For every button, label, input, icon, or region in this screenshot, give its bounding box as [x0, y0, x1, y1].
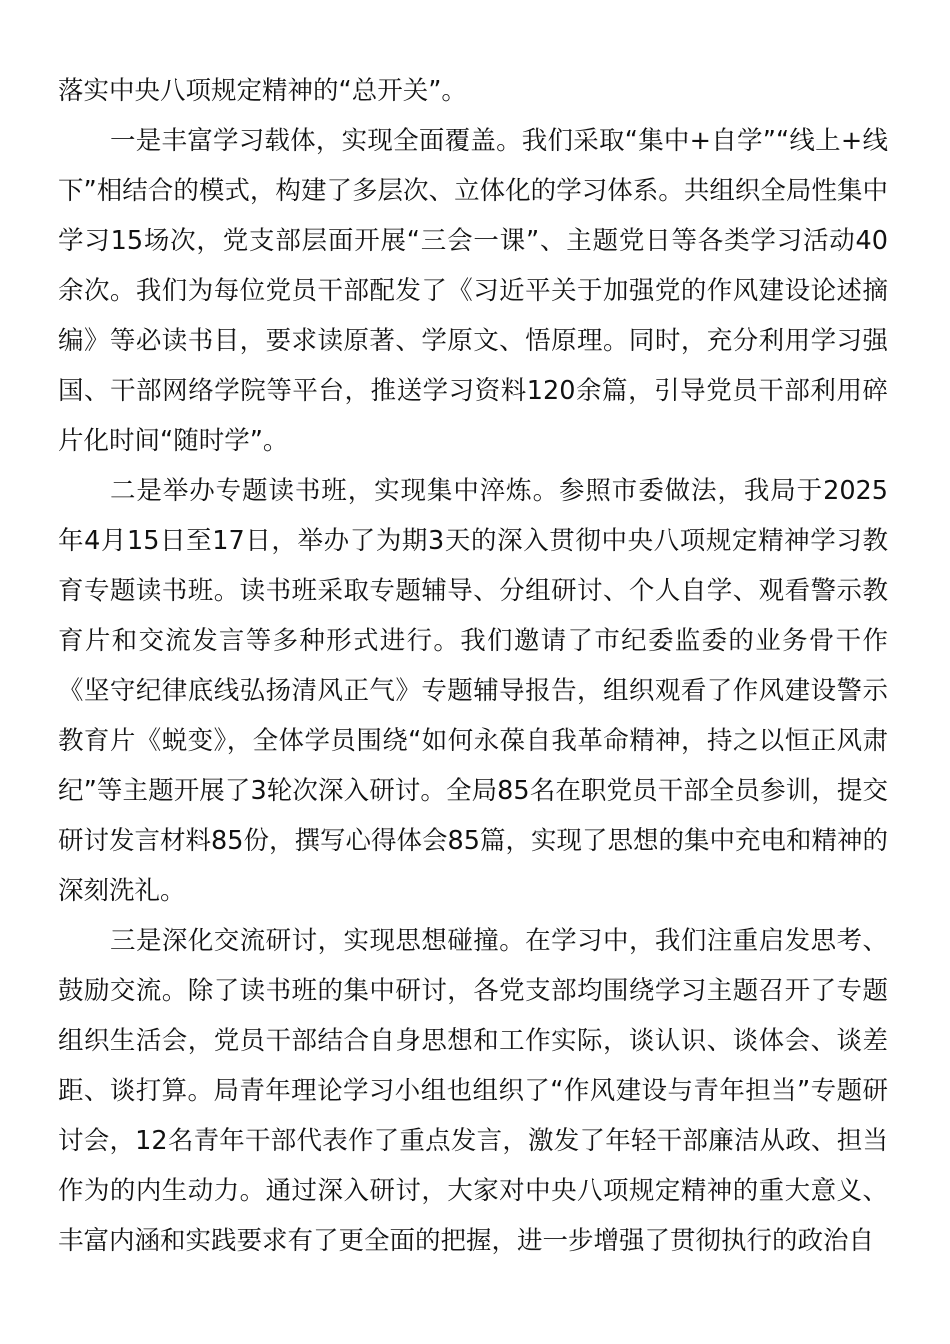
paragraph-continuation: 落实中央八项规定精神的“总开关”。: [58, 76, 467, 106]
paragraph-exchange-discussion: 三是深化交流研讨，实现思想碰撞。在学习中，我们注重启发思考、鼓励交流。除了读书班的集中研讨，各党支部均围绕学习主题召开了专题组织生活会，党员干部结合自身思想和工作实际，谈认识、谈体会、谈差距、谈打算。局青年理论学习小组也组织了“作风建设与青年担当”专题研讨会，12名青年干部代表作了重点发言，激发了年轻干部廉洁从政、担当作为的内生动力。通过深入研讨，大家对中央八项规定精神的重大意义、丰富内涵和实践要求有了更全面的把握，进一步增强了贯彻执行的政治自: [58, 926, 888, 1256]
paragraph-study-carriers: 一是丰富学习载体，实现全面覆盖。我们采取“集中+自学”“线上+线下”相结合的模式，构建了多层次、立体化的学习体系。共组织全局性集中学习15场次，党支部层面开展“三会一课”、主题党日等各类学习活动40余次。我们为每位党员干部配发了《习近平关于加强党的作风建设论述摘编》等必读书目，要求读原著、学原文、悟原理。同时，充分利用学习强国、干部网络学院等平台，推送学习资料120余篇，引导党员干部利用碎片化时间“随时学”。: [58, 126, 888, 456]
paragraph-reading-class: 二是举办专题读书班，实现集中淬炼。参照市委做法，我局于2025年4月15日至17日，举办了为期3天的深入贯彻中央八项规定精神学习教育专题读书班。读书班采取专题辅导、分组研讨、个人自学、观看警示教育片和交流发言等多种形式进行。我们邀请了市纪委监委的业务骨干作《坚守纪律底线弘扬清风正气》专题辅导报告，组织观看了作风建设警示教育片《蜕变》，全体学员围绕“如何永葆自我革命精神，持之以恒正风肃纪”等主题开展了3轮次深入研讨。全局85名在职党员干部全员参训，提交研讨发言材料85份，撰写心得体会85篇，实现了思想的集中充电和精神的深刻洗礼。: [58, 476, 888, 906]
document-body: [58, 66, 888, 1266]
